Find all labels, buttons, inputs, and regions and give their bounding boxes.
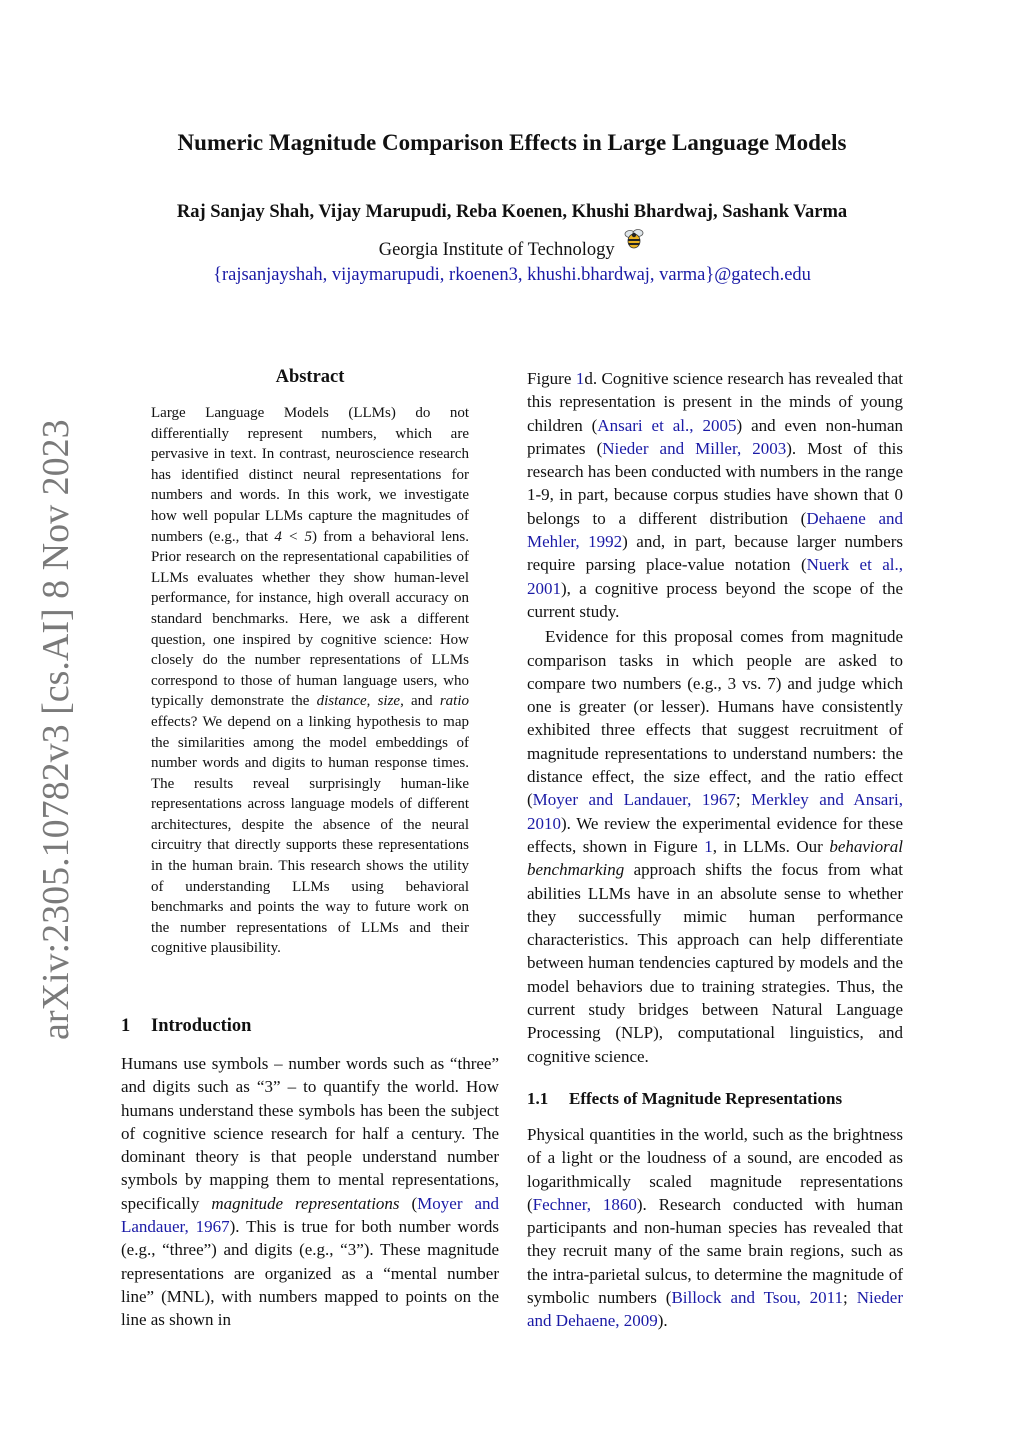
abstract-text: , and <box>400 693 440 710</box>
body-text: , in LLMs. Our <box>712 836 830 856</box>
abstract-text: ) from a behavioral lens. Prior research on the representational capabilities of LLMs evaluates whether they show human-level performance, for instance, high overall accuracy on standard benchmarks. Here, we ask a different question, one inspired by cognitive science: How closely do the number representations of LLMs correspond to those of human language users, who typically demonstrate the <box>151 528 470 710</box>
citation-link[interactable]: Billock and Tsou, 2011 <box>671 1288 844 1308</box>
subsection-title: Effects of Magnitude Representations <box>569 1089 843 1108</box>
bee-icon <box>623 228 645 250</box>
body-text: ). Research conducted with human participants and non-human species has revealed that they recruit many of the same brain regions, such as the intra-parietal sulcus, to determine the magnitude of symbolic numbers ( <box>527 1194 904 1308</box>
body-text: ( <box>399 1193 418 1213</box>
section-title: Introduction <box>151 1016 252 1036</box>
abstract-text: , <box>366 693 378 710</box>
introduction-paragraph <box>121 1052 499 1332</box>
abstract-math: 4 < 5 <box>274 528 312 545</box>
citation-link[interactable]: Nieder and Miller, 2003 <box>602 438 787 458</box>
figure-reference-link[interactable]: 1 <box>704 836 713 856</box>
citation-link[interactable]: Ansari et al., 2005 <box>597 415 737 435</box>
body-text: ). <box>657 1311 668 1331</box>
body-text: approach shifts the focus from what abilities LLMs have in an absolute sense to whether they successfully mimic human performance characteristics. This approach can help differentiate between human tendencies captured by models and the model behaviors due to training strategies. Thus, the current study bridges between Natural Language Processing (NLP), computational linguistics, and cognitive science. <box>527 860 903 1066</box>
paragraph <box>527 367 903 623</box>
abstract-heading: Abstract <box>275 367 345 387</box>
figure-reference-link[interactable]: 1 <box>575 369 585 388</box>
body-text: Evidence for this proposal comes from magnitude comparison tasks in which people are asked to compare two numbers (e.g., 3 vs. 7) and judge which one is greater (or lesser). Humans have consistently exhibited three effects that suggest recruitment of magnitude representations to understand numbers: the distance effect, the size effect, and the ratio effect ( <box>527 627 903 810</box>
body-text: Figure <box>527 369 576 388</box>
body-text: ) and, in part, because larger numbers require parsing place-value notation ( <box>527 532 903 575</box>
abstract-emphasis: size <box>377 693 401 710</box>
abstract-body <box>151 403 469 959</box>
citation-link[interactable]: Moyer and Landauer, 1967 <box>121 1193 499 1237</box>
abstract-emphasis: distance <box>316 693 367 710</box>
body-text: Physical quantities in the world, such as the brightness of a light or the loudness of a sound, are encoded as logarithmically scaled magnitude representations ( <box>527 1125 903 1214</box>
body-text: Humans use symbols – number words such as “three” and digits such as “3” – to quantify the world. How humans understand these symbols has been the subject of cognitive science research for half a century. The dominant theory is that people understand number symbols by mapping them to mental representations, specifically <box>121 1054 499 1213</box>
right-column <box>527 367 903 1068</box>
body-emphasis: magnitude representations <box>211 1193 400 1213</box>
affiliation-text: Georgia Institute of Technology <box>378 240 615 260</box>
body-text: ; <box>843 1288 857 1308</box>
citation-link[interactable]: Nuerk et al., 2001 <box>527 555 903 598</box>
author-list: Raj Sanjay Shah, Vijay Marupudi, Reba Koenen, Khushi Bhardwaj, Sashank Varma <box>176 202 848 222</box>
section-heading-introduction <box>121 1016 251 1037</box>
body-text: ), a cognitive process beyond the scope of the current study. <box>527 578 903 621</box>
paragraph <box>527 1123 903 1333</box>
arxiv-identifier-stamp: arXiv:2305.10782v3 [cs.AI] 8 Nov 2023 <box>35 419 77 1040</box>
body-text: ; <box>735 790 752 810</box>
citation-link[interactable]: Nieder and Dehaene, 2009 <box>527 1288 903 1331</box>
citation-link[interactable]: Moyer and Landauer, 1967 <box>532 790 736 810</box>
paragraph <box>527 625 903 1068</box>
abstract-text: Large Language Models (LLMs) do not differentially represent numbers, which are pervasive in text. In contrast, neuroscience research has identified distinct neural representations for numbers and words. In this work, we investigate how well popular LLMs capture the magnitudes of numbers (e.g., that <box>151 405 469 545</box>
body-text: ). This is true for both number words (e.g., “three”) and digits (e.g., “3”). These magnitude representations are organized as a “mental number line” (MNL), with numbers mapped to points on the line as shown in <box>121 1217 499 1330</box>
abstract-emphasis: ratio <box>439 693 469 710</box>
body-text: ). We review the experimental evidence for these effects, shown in Figure <box>527 813 903 856</box>
section-number: 1 <box>121 1016 131 1036</box>
paper-title: Numeric Magnitude Comparison Effects in Large Language Models <box>177 130 847 155</box>
subsection-heading <box>527 1089 842 1109</box>
author-emails[interactable]: {rajsanjayshah, vijaymarupudi, rkoenen3, khushi.bhardwaj, varma}@gatech.edu <box>213 265 811 285</box>
body-emphasis: behavioral benchmarking <box>527 836 903 880</box>
body-text: ) and even non-human primates ( <box>527 415 904 458</box>
citation-link[interactable]: Merkley and Ansari, 2010 <box>527 790 903 833</box>
body-text: d. Cognitive science research has revealed that this representation is present in the minds of young children ( <box>527 369 903 435</box>
subsection-number: 1.1 <box>527 1089 549 1108</box>
abstract-text: effects? We depend on a linking hypothesis to map the similarities among the model embeddings of number words and digits to human response times. The results reveal surprisingly human-like representations across language models of different architectures, despite the absence of the neural circuitry that directly supports these representations in the human brain. This research shows the utility of understanding LLMs using behavioral benchmarks and points the way to future work on the number representations of LLMs and their cognitive plausibility. <box>151 713 469 957</box>
citation-link[interactable]: Dehaene and Mehler, 1992 <box>527 508 903 552</box>
citation-link[interactable]: Fechner, 1860 <box>532 1194 637 1214</box>
affiliation <box>100 240 924 262</box>
body-text: ). Most of this research has been conducted with numbers in the range 1-9, in part, because corpus studies have shown that 0 belongs to a different distribution ( <box>527 438 904 528</box>
